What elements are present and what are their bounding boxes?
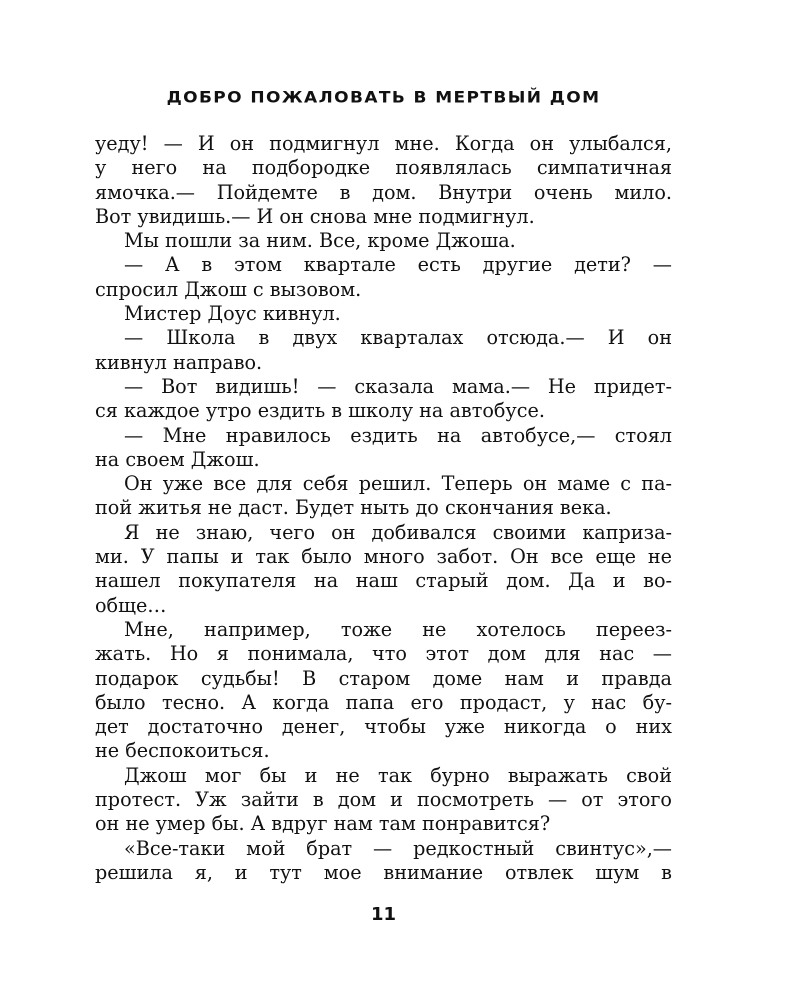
text-line: ся каждое утро ездить в школу на автобусе.	[95, 399, 545, 423]
text-line: Джош мог бы и не так бурно выражать свой	[124, 763, 672, 787]
page-number: 11	[370, 904, 397, 925]
text-line: — Вот видишь! — сказала мама.— Не придет-	[124, 374, 672, 398]
text-line: нашел покупателя на наш старый дом. Да и во-	[95, 569, 672, 593]
text-line: он не умер бы. А вдруг нам там понравится?	[95, 812, 551, 836]
text-line: обще…	[95, 593, 167, 617]
text-line: кивнул направо.	[95, 350, 263, 374]
text-line: Мы пошли за ним. Все, кроме Джоша.	[124, 229, 516, 253]
text-line: решила я, и тут мое внимание отвлек шум в	[95, 860, 672, 884]
text-line: — Мне нравилось ездить на автобусе,— стоял	[124, 423, 672, 447]
text-line: жать. Но я понимала, что этот дом для нас —	[95, 642, 672, 666]
text-line: было тесно. А когда папа его продаст, у нас бу-	[95, 690, 672, 714]
text-line: подарок судьбы! В старом доме нам и правда	[95, 666, 672, 690]
text-line: протест. Уж зайти в дом и посмотреть — от этого	[95, 788, 672, 812]
text-line: у него на подбородке появлялась симпатичная	[95, 156, 672, 180]
text-line: «Все-таки мой брат — редкостный свинтус»,—	[124, 836, 672, 860]
text-line: уеду! — И он подмигнул мне. Когда он улыбался,	[95, 132, 672, 155]
text-line: дет достаточно денег, чтобы уже никогда о них	[95, 715, 672, 739]
text-line: — Школа в двух кварталах отсюда.— И он	[124, 326, 672, 350]
text-line: на своем Джош.	[95, 447, 260, 471]
text-line: Я не знаю, чего он добивался своими капризa-	[124, 520, 672, 544]
text-line: ямочка.— Пойдемте в дом. Внутри очень мило.	[95, 180, 672, 204]
text-line: ми. У папы и так было много забот. Он все еще не	[95, 545, 672, 569]
text-line: пой житья не даст. Будет ныть до скончания века.	[95, 496, 612, 520]
text-line: — А в этом квартале есть другие дети? —	[124, 253, 672, 277]
text-line: не беспокоиться.	[95, 739, 270, 763]
body-text	[95, 132, 672, 885]
text-line: Мистер Доус кивнул.	[124, 302, 341, 326]
running-head: ДОБРО ПОЖАЛОВАТЬ В МЕРТВЫЙ ДОМ	[166, 88, 601, 108]
text-line: Он уже все для себя решил. Теперь он маме с па-	[124, 472, 672, 496]
text-line: Вот увидишь.— И он снова мне подмигнул.	[95, 204, 535, 228]
text-line: Мне, например, тоже не хотелось переез-	[124, 617, 672, 641]
text-line: спросил Джош с вызовом.	[95, 277, 362, 301]
